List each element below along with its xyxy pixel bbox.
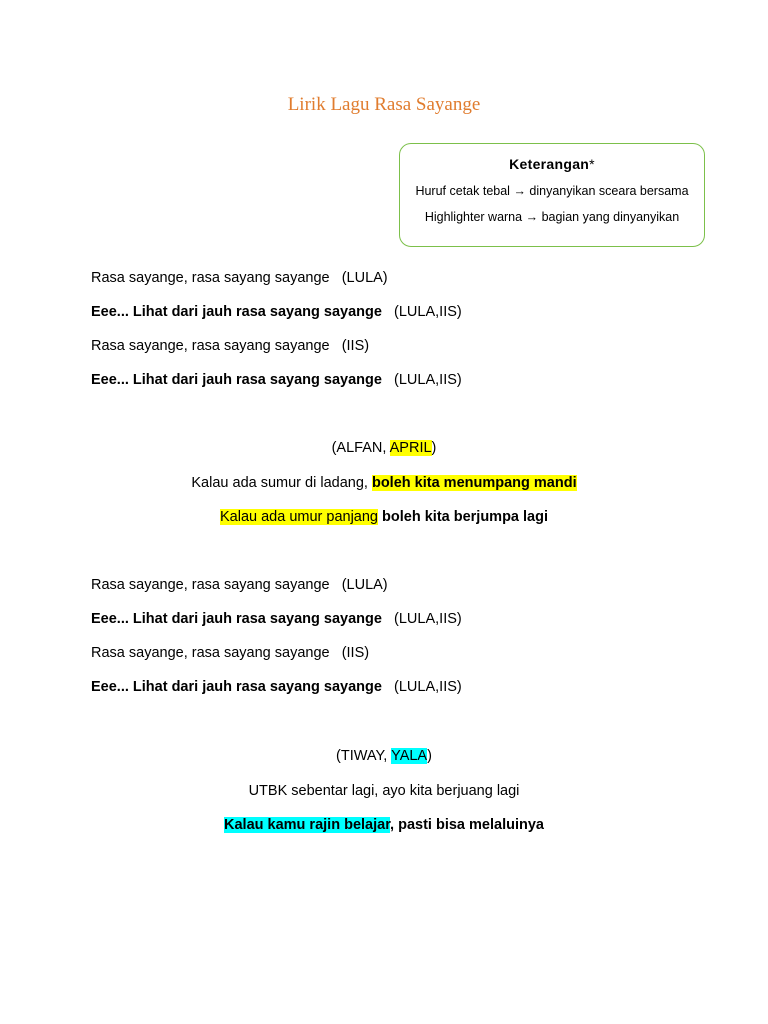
legend-bold-line: [400, 184, 704, 198]
lyric-highlight: boleh kita menumpang mandi: [371, 475, 577, 491]
lyric-text: UTBK sebentar lagi, ayo kita berjuang lagi: [248, 783, 520, 799]
singer-label: (LULA,IIS): [394, 304, 462, 320]
lyric-text: Rasa sayange, rasa sayang sayange: [91, 338, 330, 354]
singer-label: (TIWAY,: [336, 748, 392, 764]
lyric-highlight: Kalau ada umur panjang: [219, 509, 378, 525]
singer-label-close: ): [427, 748, 432, 764]
chorus1-line1: [91, 268, 388, 288]
chorus2-line3: [91, 643, 369, 663]
legend-highlight-desc: bagian yang dinyanyikan: [541, 210, 680, 224]
singer-label: (LULA): [341, 577, 388, 593]
lyric-text: Rasa sayange, rasa sayang sayange: [91, 270, 330, 286]
verse1-line1: [0, 473, 768, 493]
singer-highlight: APRIL: [389, 440, 432, 456]
chorus2-line2: [91, 609, 462, 629]
lyric-text: boleh kita berjumpa lagi: [378, 509, 549, 525]
legend-heading-text: Keterangan: [509, 156, 590, 172]
singer-label: (LULA,IIS): [394, 611, 462, 627]
lyric-text: Rasa sayange, rasa sayang sayange: [91, 645, 330, 661]
chorus1-line3: [91, 336, 369, 356]
lyric-text: Kalau ada sumur di ladang,: [191, 475, 372, 491]
singer-label: (IIS): [341, 645, 370, 661]
chorus2-line4: [91, 677, 462, 697]
singer-label: (LULA): [341, 270, 388, 286]
singer-highlight: YALA: [391, 748, 428, 764]
legend-box: [399, 143, 705, 247]
lyric-text: Eee... Lihat dari jauh rasa sayang sayange: [91, 304, 382, 320]
document-title: Lirik Lagu Rasa Sayange: [287, 94, 481, 115]
lyric-highlight: Kalau kamu rajin belajar: [224, 817, 391, 833]
legend-bold-key: Huruf cetak tebal: [415, 184, 510, 198]
singer-label: (ALFAN,: [331, 440, 390, 456]
chorus1-line2: [91, 302, 462, 322]
lyric-text: Eee... Lihat dari jauh rasa sayang sayange: [91, 372, 382, 388]
chorus2-line1: [91, 575, 388, 595]
singer-label: (LULA,IIS): [394, 679, 462, 695]
verse2-line2: [0, 815, 768, 835]
arrow-right-icon: →: [525, 210, 539, 224]
lyric-text: Eee... Lihat dari jauh rasa sayang sayange: [91, 611, 382, 627]
singer-label-close: ): [431, 440, 437, 456]
arrow-right-icon: →: [513, 184, 526, 198]
singer-label: (LULA,IIS): [394, 372, 462, 388]
legend-heading: [400, 156, 704, 172]
verse1-line2: [0, 507, 768, 527]
singer-label: (IIS): [341, 338, 370, 354]
legend-heading-mark: *: [589, 156, 595, 172]
lyric-text: , pasti bisa melaluinya: [390, 817, 544, 833]
lyric-text: Eee... Lihat dari jauh rasa sayang sayange: [91, 679, 382, 695]
verse2-line1: [0, 781, 768, 801]
legend-highlight-line: [400, 210, 704, 224]
chorus1-line4: [91, 370, 462, 390]
legend-bold-desc: dinyanyikan sceara bersama: [529, 184, 689, 198]
verse2-singers: [0, 746, 768, 766]
legend-highlight-key: Highlighter warna: [424, 210, 523, 224]
verse1-singers: [0, 438, 768, 458]
lyric-text: Rasa sayange, rasa sayang sayange: [91, 577, 330, 593]
